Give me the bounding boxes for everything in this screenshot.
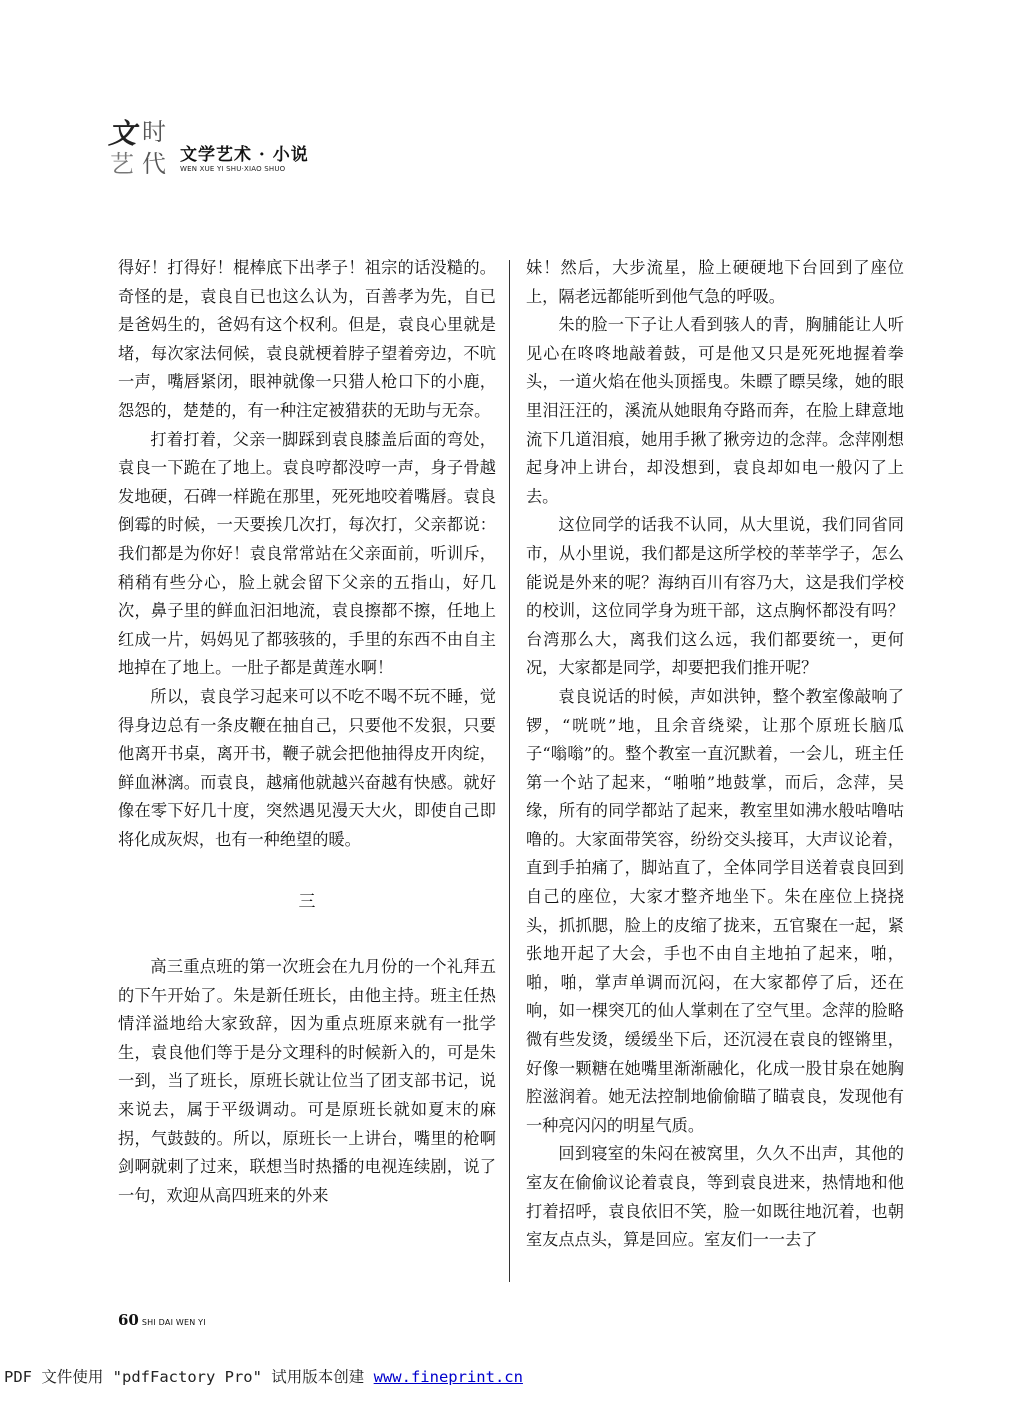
right-column (526, 254, 904, 1255)
paragraph: 回到寝室的朱闷在被窝里，久久不出声，其他的室友在偷偷议论着袁良，等到袁良进来，热情地和他打着招呼，袁良依旧不笑，脸一如既往地沉着，也朝室友点点头，算是回应。室友们一一去了 (526, 1144, 904, 1250)
logo-char-wen: 文 (108, 117, 137, 150)
paragraph: 高三重点班的第一次班会在九月份的一个礼拜五的下午开始了。朱是新任班长，由他主持。班主任热情洋溢地给大家致辞，因为重点班原来就有一批学生，袁良他们等于是分文理科的时候新入的，可是朱一到，当了班长，原班长就让位当了团支部书记，说来说去，属于平级调动。可是原班长就如夏末的麻拐，气鼓鼓的。所以，原班长一上讲台，嘴里的枪啊剑啊就刺了过来，联想当时热播的电视连续剧，说了一句，欢迎从高四班来的外来 (118, 957, 496, 1205)
paragraph: 袁良说话的时候，声如洪钟，整个教室像敲响了锣，“咣咣”地，且余音绕梁，让那个原班长脑瓜子“嗡嗡”的。整个教室一直沉默着，一会儿，班主任第一个站了起来，“啪啪”地鼓掌，而后，念萍，吴缘，所有的同学都站了起来，教室里如沸水般咕噜咕噜的。大家面带笑容，纷纷交头接耳，大声议论着，直到手拍痛了，脚站直了，全体同学目送着袁良回到自己的座位，大家才整齐地坐下。朱在座位上挠挠头，抓抓腮，脸上的皮缩了拢来，五官聚在一起，紧张地开起了大会，手也不由自主地拍了起来，啪，啪，啪，掌声单调而沉闷，在大家都停了后，还在响，如一棵突兀的仙人掌刺在了空气里。念萍的脸略微有些发烫，缓缓坐下后，还沉浸在袁良的铿锵里，好像一颗糖在她嘴里渐渐融化，化成一股甘泉在她胸腔滋润着。她无法控制地偷偷瞄了瞄袁良，发现他有一种亮闪闪的明星气质。 (526, 686, 904, 1135)
paragraph: 打着打着，父亲一脚踩到袁良膝盖后面的弯处，袁良一下跪在了地上。袁良哼都没哼一声，身子骨越发地硬，石碑一样跪在那里，死死地咬着嘴唇。袁良倒霉的时候，一天要挨几次打，每次打，父亲都说：我们都是为你好！袁良常常站在父亲面前，听训斥，稍稍有些分心，脸上就会留下父亲的五指山，好几次，鼻子里的鲜血汩汩地流，袁良擦都不擦，任地上红成一片，妈妈见了都骇骇的，手里的东西不由自主地掉在了地上。一肚子都是黄莲水啊！ (118, 429, 496, 678)
paragraph: 这位同学的话我不认同，从大里说，我们同省同市，从小里说，我们都是这所学校的莘莘学子，怎么能说是外来的呢？海纳百川有容乃大，这是我们学校的校训，这位同学身为班干部，这点胸怀都没有吗？台湾那么大，离我们这么远，我们都要统一，更何况，大家都是同学，却要把我们推开呢？ (526, 515, 904, 678)
section-subtitle: WEN XUE YI SHU·XIAO SHUO (180, 165, 286, 173)
section-number: 三 (298, 892, 316, 913)
page-number (118, 1311, 206, 1329)
page-number-value: 60 (118, 1311, 139, 1329)
footer-text: PDF 文件使用 "pdfFactory Pro" 试用版本创建 (4, 1368, 374, 1386)
masthead (108, 110, 348, 180)
logo-char-yi: 艺 (110, 150, 134, 178)
pdf-footer (4, 1365, 523, 1387)
paragraph: 所以，袁良学习起来可以不吃不喝不玩不睡，觉得身边总有一条皮鞭在抽自己，只要他不发狠，只要他离开书桌，离开书，鞭子就会把他抽得皮开肉绽，鲜血淋漓。而袁良，越痛他就越兴奋越有快感。就好像在零下好几十度，突然遇见漫天大火，即使自己即将化成灰烬，也有一种绝望的暖。 (118, 686, 496, 849)
logo-char-dai: 代 (142, 150, 166, 178)
paragraph: 得好！打得好！棍棒底下出孝子！祖宗的话没糙的。奇怪的是，袁良自已也这么认为，百善孝为先，自已是爸妈生的，爸妈有这个权利。但是，袁良心里就是堵，每次家法伺候，袁良就梗着脖子望着旁边，不吭一声，嘴唇紧闭，眼神就像一只猎人枪口下的小鹿，怨怨的，楚楚的，有一种注定被猎获的无助与无奈。 (118, 258, 496, 420)
section-title: 文学艺术 · 小说 (180, 145, 309, 165)
left-column (118, 254, 496, 1210)
paragraph: 朱的脸一下子让人看到骇人的青，胸脯能让人听见心在咚咚地敲着鼓，可是他又只是死死地握着拳头，一道火焰在他头顶摇曳。朱瞟了瞟吴缘，她的眼里泪汪汪的，溪流从她眼角夺路而奔，在脸上肆意地流下几道泪痕，她用手揪了揪旁边的念萍。念萍刚想起身冲上讲台，却没想到，袁良却如电一般闪了上去。 (526, 315, 904, 506)
magazine-logo (108, 110, 174, 176)
magazine-name: SHI DAI WEN YI (141, 1318, 206, 1327)
paragraph: 妹！然后，大步流星，脸上硬硬地下台回到了座位上，隔老远都能听到他气急的呼吸。 (526, 258, 904, 306)
footer-link[interactable]: www.fineprint.cn (373, 1368, 523, 1386)
logo-char-shi: 时 (142, 118, 166, 146)
column-divider (509, 260, 510, 1282)
